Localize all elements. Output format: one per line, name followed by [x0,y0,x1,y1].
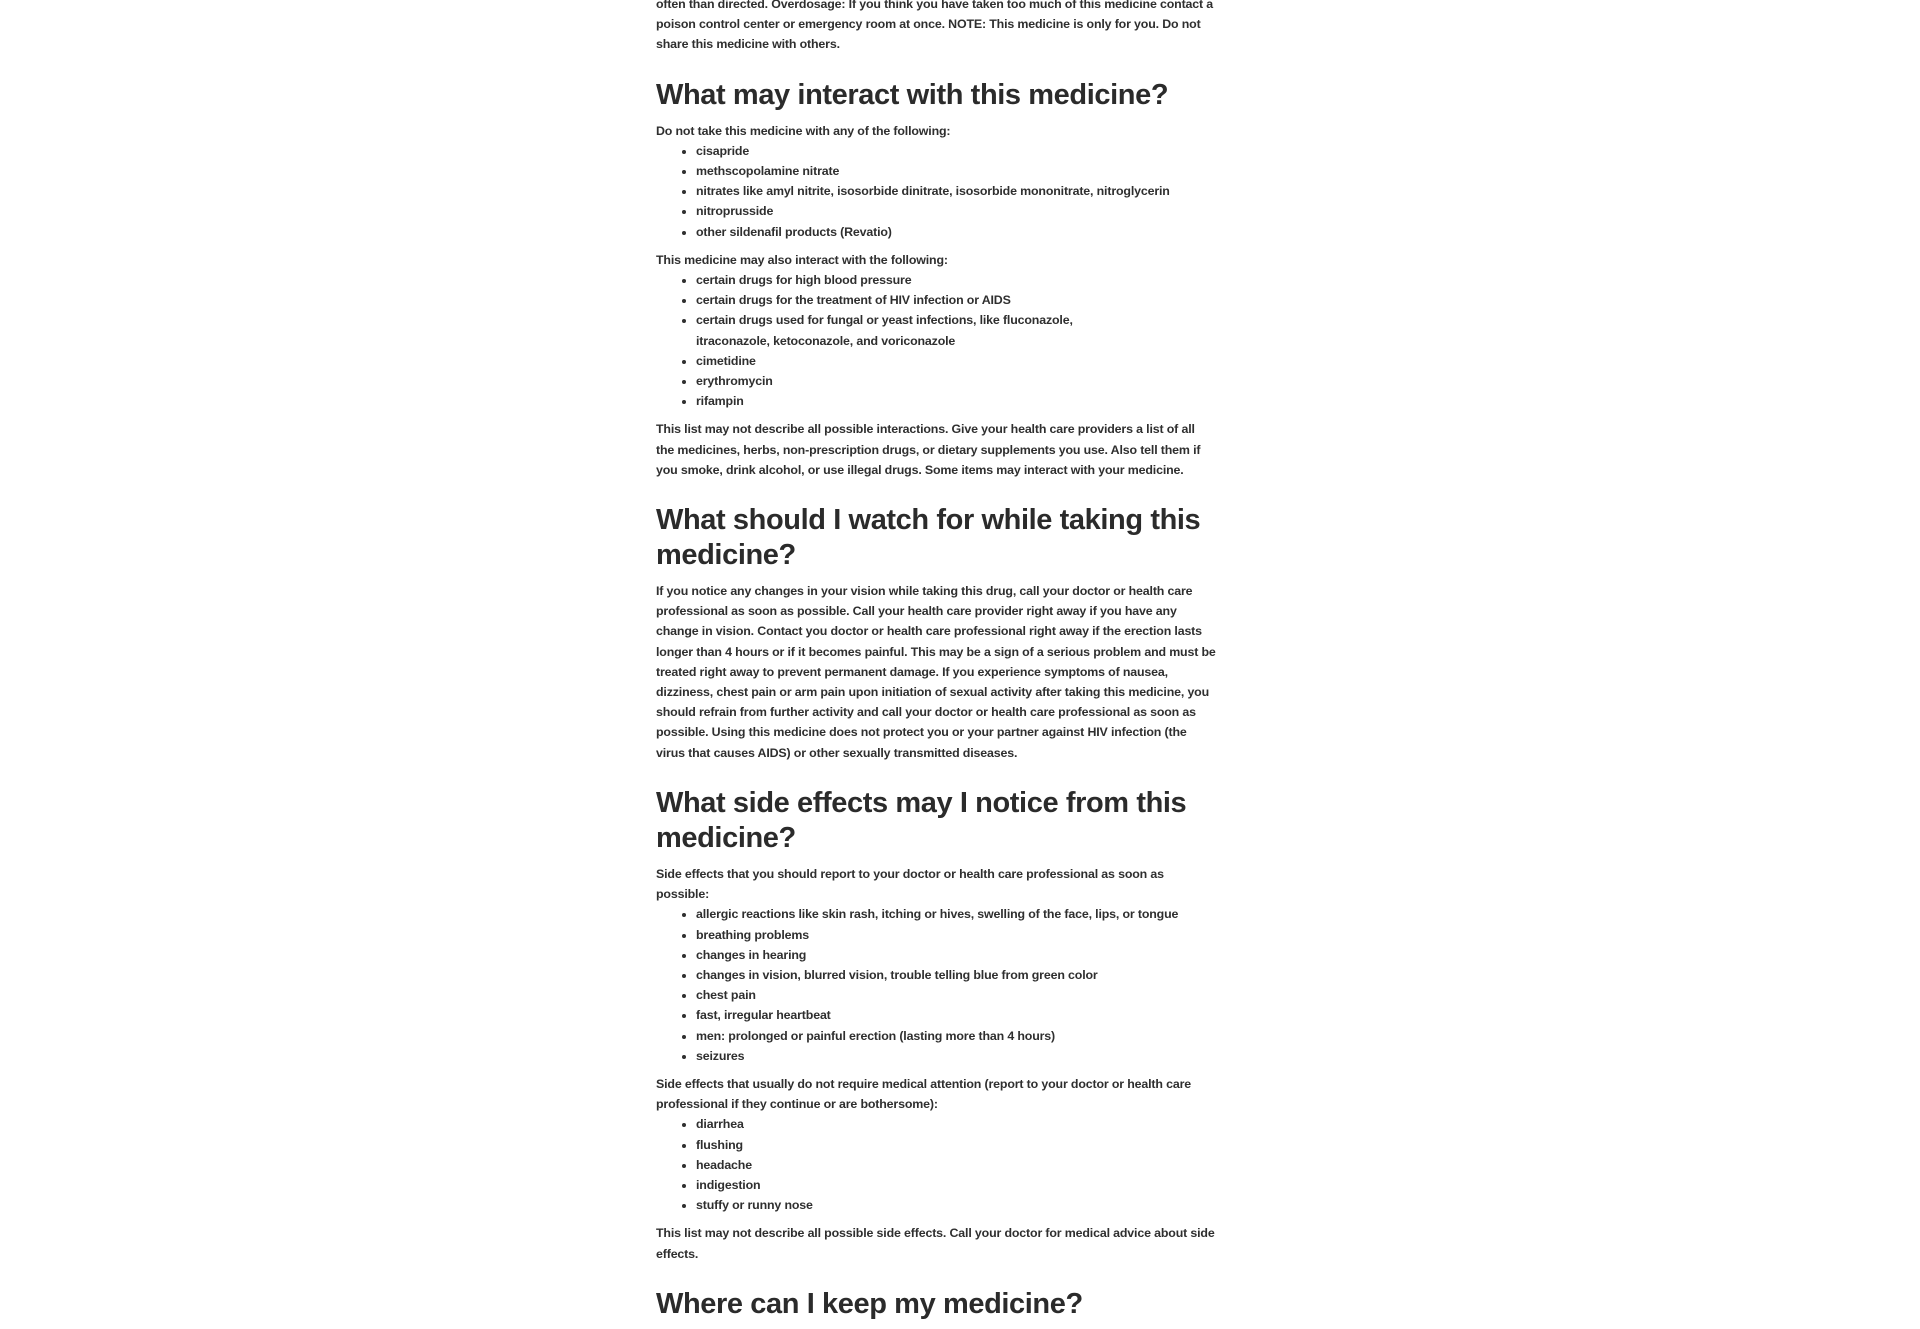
interactions-heading: What may interact with this medicine? [656,78,1169,111]
usual-side-effects-intro: Side effects that usually do not require medical attention (report to your doctor or health care professional if they continue or are bothersome): [656,1076,1192,1112]
list-item: • other sildenafil products (Revatio) [696,222,1216,242]
list-item: • cisapride [696,141,1216,161]
list-item: • flushing [696,1135,1216,1155]
also-interact-list [656,270,1216,411]
watch-paragraph: If you notice any changes in your vision while taking this drug, call your doctor or health care professional as soon as possible. Call your health care provider right away if you have any change in vision. Contact you doctor or health care professional right away if the erection lasts longer than 4 hours or if it becomes painful. This may be a sign of a serious problem and must be treated right away to prevent permanent damage. If you experience symptoms of nausea, dizziness, chest pain or arm pain upon initiation of sexual activity after taking this medicine, you should refrain from further activity and call your doctor or health care professional as soon as possible. Using this medicine does not protect you or your partner against HIV infection (the virus that causes AIDS) or other sexually transmitted diseases. [656,584,1216,760]
list-item: • men: prolonged or painful erection (lasting more than 4 hours) [696,1026,1216,1046]
list-item: • cimetidine [696,351,1216,371]
side-effects-note: This list may not describe all possible side effects. Call your doctor for medical advice about side effects. [656,1226,1215,1261]
list-item: • nitrates like amyl nitrite, isosorbide dinitrate, isosorbide mononitrate, nitroglycerin [696,181,1216,201]
interactions-note: This list may not describe all possible interactions. Give your health care providers a list of all the medicines, herbs, non-prescription drugs, or dietary supplements you use. Also tell them if you smoke, drink alcohol, or use illegal drugs. Some items may interact with your medicine. [656,422,1201,477]
list-item: • allergic reactions like skin rash, itching or hives, swelling of the face, lips, or tongue [696,904,1216,924]
list-item: • diarrhea [696,1114,1216,1134]
list-item: • methscopolamine nitrate [696,161,1216,181]
list-item: • certain drugs used for fungal or yeast infections, like fluconazole, itraconazole, ketoconazole, and voriconazole [696,310,1216,350]
report-side-effects-intro: Side effects that you should report to your doctor or health care professional as soon as possible: [656,866,1164,902]
list-item: • indigestion [696,1175,1216,1195]
overdosage-paragraph: often than directed. Overdosage: If you think you have taken too much of this medicine contact a poison control center or emergency room at once. NOTE: This medicine is only for you. Do not share this medicine with others. [656,0,1214,52]
list-item: • fast, irregular heartbeat [696,1005,1216,1025]
list-item: • rifampin [696,391,1216,411]
list-item: • headache [696,1155,1216,1175]
storage-heading: Where can I keep my medicine? [656,1287,1083,1320]
list-item: • stuffy or runny nose [696,1195,1216,1215]
do-not-take-intro: Do not take this medicine with any of the following: [656,123,951,138]
list-item: • changes in vision, blurred vision, trouble telling blue from green color [696,965,1216,985]
do-not-take-list [656,141,1216,242]
side-effects-heading: What side effects may I notice from this medicine? [656,786,1187,854]
list-item: • chest pain [696,985,1216,1005]
list-item: • erythromycin [696,371,1216,391]
report-side-effects-list [656,904,1216,1066]
list-item: • changes in hearing [696,945,1216,965]
usual-side-effects-list [656,1114,1216,1215]
list-item: • certain drugs for the treatment of HIV infection or AIDS [696,290,1216,310]
watch-heading: What should I watch for while taking this medicine? [656,504,1201,572]
article-content [656,0,1216,1322]
list-item: • seizures [696,1046,1216,1066]
list-item: • certain drugs for high blood pressure [696,270,1216,290]
list-item: • nitroprusside [696,201,1216,221]
also-interact-intro: This medicine may also interact with the following: [656,252,948,267]
list-item: • breathing problems [696,925,1216,945]
